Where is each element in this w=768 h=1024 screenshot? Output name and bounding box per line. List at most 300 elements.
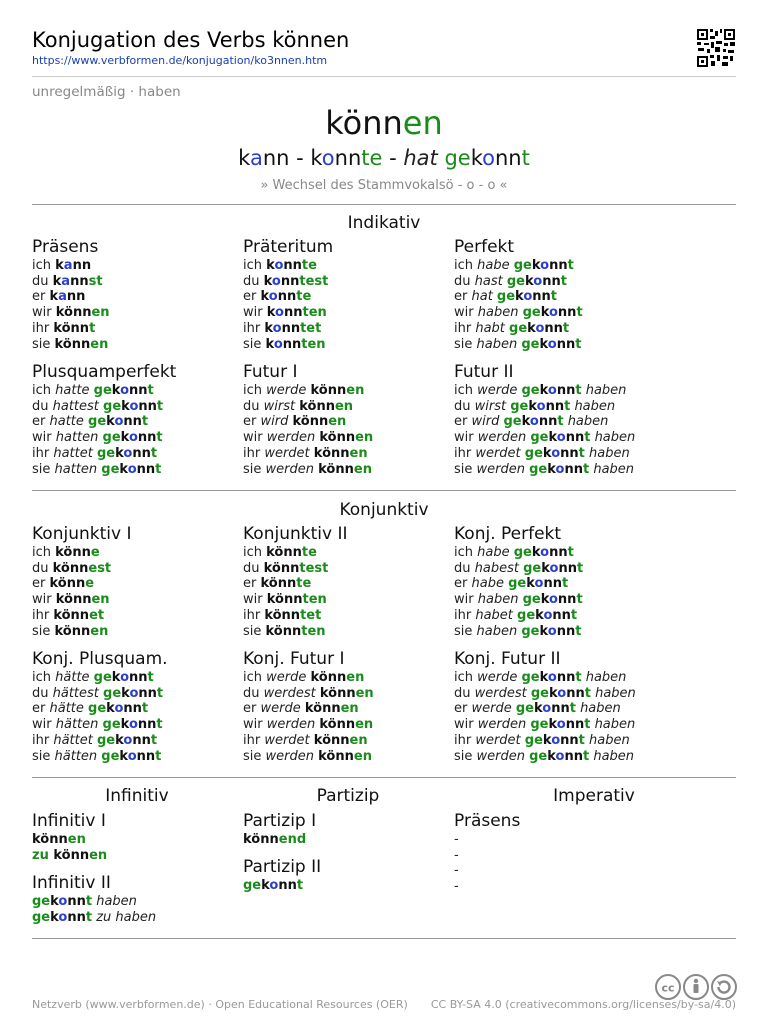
verb-form (299, 399, 353, 414)
tense-title: Konj. Perfekt (454, 524, 562, 544)
verb-part: en (334, 398, 354, 414)
auxiliary-verb: habe (471, 576, 509, 592)
verb-part: könn (304, 701, 341, 717)
verb-part: o (540, 545, 550, 560)
verb-part: te (361, 146, 383, 170)
pronoun: wir (32, 305, 56, 321)
verb-part: o (482, 146, 495, 170)
qr-code-icon (696, 28, 736, 68)
auxiliary-verb: hatten (55, 430, 103, 446)
conjugation-row (243, 414, 453, 430)
tense-title: Infinitiv II (32, 873, 111, 893)
conjugation-row (32, 399, 242, 415)
verb-part: k (470, 146, 483, 170)
auxiliary-verb: hätten (54, 748, 102, 764)
verb-part: o (556, 717, 566, 733)
verb-part: ge (93, 670, 112, 685)
verb-part: ge (88, 701, 107, 717)
verb-part: en (349, 732, 368, 748)
verb-part: o (321, 146, 335, 170)
conjugation-row (454, 430, 664, 446)
verb-part: o (269, 878, 279, 893)
auxiliary-verb: wirst (474, 398, 511, 414)
pronoun: er (243, 414, 261, 430)
auxiliary-verb: werdest (474, 685, 531, 701)
pronoun: er (454, 576, 472, 592)
conjugation-row (32, 848, 242, 864)
verb-part: en (346, 670, 365, 685)
verb-part: ge (32, 909, 51, 925)
verb-part: könn (52, 560, 89, 576)
verb-form (266, 624, 326, 639)
tense-block (454, 648, 664, 764)
verb-part: nn (123, 414, 142, 430)
auxiliary-verb: werden (477, 430, 531, 446)
verb-part: t (155, 461, 162, 477)
verb-form (510, 399, 570, 414)
auxiliary-verb: werden (476, 461, 530, 477)
pronoun: er (32, 289, 50, 305)
verb-part: könn (310, 670, 347, 685)
verb-part: o (548, 592, 558, 608)
verb-part: t (156, 685, 164, 701)
verb-part: o (120, 383, 130, 398)
pronoun: ich (32, 383, 56, 398)
verb-part: könn (319, 430, 356, 446)
verb-part: k (238, 146, 250, 170)
verb-part: o (120, 670, 130, 685)
verb-part: nn (66, 289, 86, 305)
conjugation-row (243, 446, 453, 462)
pronoun: du (243, 560, 264, 576)
tense-title: Konj. Futur II (454, 649, 561, 669)
verb-part: ge (523, 560, 542, 576)
verb-part: ge (243, 878, 262, 893)
verb-part: est (88, 560, 112, 576)
conjugation-row (243, 592, 453, 608)
verb-part: t (560, 273, 567, 289)
verb-part: nn (495, 146, 522, 170)
verb-part: t (575, 670, 582, 685)
tense-block (454, 361, 664, 477)
verb-part: o (534, 576, 544, 592)
verb-part: a (58, 289, 67, 305)
conjugation-row (32, 733, 242, 749)
verb-part: ten (301, 336, 326, 352)
header-divider (32, 76, 736, 77)
conjugation-row (454, 545, 664, 561)
section-divider (32, 490, 736, 491)
conjugation-row (454, 383, 664, 399)
pronoun: du (454, 685, 475, 701)
pronoun: er (32, 576, 50, 592)
conjugation-row (32, 545, 242, 561)
verb-part: o (123, 732, 133, 748)
verb-part: ge (513, 545, 532, 560)
conjugation-row (32, 576, 242, 592)
pronoun: du (243, 398, 264, 414)
auxiliary-verb: werde (266, 383, 311, 398)
auxiliary-verb: haben (581, 383, 627, 398)
page-title: Konjugation des Verbs können (32, 28, 350, 52)
svg-text:cc: cc (661, 981, 675, 995)
verb-part: - (382, 146, 404, 170)
pronoun: ich (32, 670, 56, 685)
conjugation-row (32, 592, 242, 608)
verb-form (53, 561, 112, 576)
verb-part: o (274, 258, 284, 273)
conjugation-row (243, 545, 453, 561)
page-url-link[interactable]: https://www.verbformen.de/konjugation/ko3nnen.htm (32, 54, 328, 67)
tense-title: Konj. Futur I (243, 649, 345, 669)
verb-part: könn (263, 560, 300, 576)
conjugation-row (454, 399, 664, 415)
verb-part: könn (310, 383, 347, 398)
verb-form (266, 258, 317, 273)
verb-part: nn (283, 258, 302, 273)
verb-form (521, 337, 581, 352)
auxiliary-verb: hattest (52, 398, 104, 414)
conjugation-row (243, 274, 453, 290)
verb-form (32, 848, 107, 863)
section-divider (32, 204, 736, 205)
conjugation-row (243, 701, 453, 717)
verb-part: o (547, 383, 557, 398)
verb-part: ge (444, 146, 471, 170)
pronoun: ihr (32, 607, 54, 623)
verb-part: t (575, 623, 582, 639)
verb-part: t (567, 258, 574, 273)
verb-form (266, 545, 317, 560)
verb-part: o (273, 336, 283, 352)
conjugation-row (32, 321, 242, 337)
verb-part: nn (565, 717, 585, 733)
verb-part: k (521, 414, 530, 430)
verb-part: te (296, 289, 312, 305)
tense-title: Präsens (32, 237, 99, 257)
verb-part: o (542, 701, 552, 717)
verb-part: o (523, 289, 533, 305)
verb-part: ge (503, 414, 522, 430)
verb-part: nn (538, 414, 558, 430)
conjugation-row (454, 624, 664, 640)
tense-title: Konjunktiv II (243, 524, 348, 544)
conjugation-row (243, 624, 453, 640)
auxiliary-verb: haben (563, 414, 609, 430)
pronoun: wir (32, 592, 56, 608)
verb-form (243, 878, 303, 893)
verb-part: ge (530, 717, 549, 733)
verb-part: ge (521, 336, 540, 352)
verb-part: nn (558, 560, 577, 576)
verb-part: t (557, 414, 564, 430)
conjugation-row (454, 701, 664, 717)
conjugation-row (243, 878, 453, 894)
verb-part: nn (556, 383, 576, 398)
auxiliary-verb: zu haben (92, 909, 157, 925)
verb-part: o (533, 273, 543, 289)
pronoun: sie (243, 748, 266, 764)
tense-block (243, 523, 453, 639)
verb-part: k (49, 289, 59, 305)
verb-part: end (278, 832, 307, 847)
verb-part: k (541, 560, 550, 576)
verb-part: en (67, 832, 86, 847)
verb-part: en (353, 748, 372, 764)
verb-part: t (147, 670, 154, 685)
conjugation-row (243, 289, 453, 305)
verb-part: nn (136, 748, 156, 764)
verb-part: ten (301, 623, 326, 639)
verb-form (103, 430, 163, 445)
auxiliary-verb: wird (471, 414, 504, 430)
pronoun: er (243, 701, 261, 717)
conjugation-row (32, 337, 242, 353)
verb-part: o (123, 445, 133, 461)
verb-part: nn (67, 909, 86, 925)
auxiliary-verb: haben (476, 623, 522, 639)
auxiliary-verb: werde (477, 670, 522, 685)
verb-form (509, 321, 569, 336)
tense-block (32, 648, 242, 764)
section-title-indikativ: Indikativ (347, 213, 421, 233)
verb-part: k (261, 878, 270, 893)
conjugation-row (32, 686, 242, 702)
pronoun: du (454, 560, 475, 576)
conjugation-row (243, 462, 453, 478)
verb-part: könn (55, 305, 92, 321)
verb-part: en (91, 305, 110, 321)
pronoun: ihr (243, 607, 265, 623)
auxiliary-verb: werden (265, 461, 319, 477)
verb-part: t (296, 878, 304, 893)
verb-part: ge (521, 670, 540, 685)
verb-form (88, 414, 148, 429)
verb-part: ge (103, 398, 122, 414)
auxiliary-verb: haben (590, 430, 636, 446)
pronoun: ihr (454, 445, 476, 461)
auxiliary-verb: werdet (264, 445, 314, 461)
conjugation-row (454, 462, 664, 478)
verb-part: nn (532, 289, 551, 305)
verb-form (32, 894, 92, 909)
verb-part: könn (53, 607, 90, 623)
verb-part: k (528, 398, 537, 414)
conjugation-row (32, 289, 242, 305)
conjugation-row (32, 430, 242, 446)
verb-form (522, 383, 582, 398)
conjugation-row (454, 337, 664, 353)
verb-part: ge (513, 258, 532, 273)
verb-form (49, 576, 94, 591)
verb-part: nn (560, 732, 579, 748)
verb-part: en (355, 430, 374, 446)
verb-part: nn (129, 670, 148, 685)
conjugation-row (32, 561, 242, 577)
conjugation-row (454, 670, 664, 686)
verb-part: k (540, 305, 549, 321)
verb-part: k (121, 685, 130, 701)
verb-form (525, 733, 585, 748)
verb-part: t (576, 592, 583, 608)
verb-part: o (540, 258, 550, 273)
verb-part: k (531, 258, 541, 273)
verb-part: t (584, 685, 591, 701)
verb-form (101, 462, 161, 477)
verb-part: o (275, 305, 284, 321)
verb-part: nn (557, 305, 577, 321)
verb-part: o (543, 607, 553, 623)
verb-part: o (556, 430, 566, 446)
verb-part: t (150, 445, 158, 461)
conjugation-row (243, 749, 453, 765)
auxiliary-verb: habe (477, 545, 514, 560)
auxiliary-verb: hättest (52, 685, 104, 701)
verb-part: nn (545, 398, 565, 414)
verb-part: nn (552, 607, 571, 623)
auxiliary-verb: habe (477, 258, 514, 273)
verb-part: st (88, 273, 103, 289)
verb-part: k (264, 320, 273, 336)
verb-part: k (526, 576, 535, 592)
verb-part: t (583, 748, 590, 764)
verb-part: o (549, 560, 559, 576)
verb-form (311, 383, 365, 398)
verb-part: k (106, 701, 115, 717)
auxiliary-verb: haben (92, 894, 137, 909)
pronoun: ihr (454, 320, 476, 336)
verb-part: t (150, 732, 158, 748)
verb-part: nn (556, 623, 576, 639)
pronoun: wir (32, 717, 56, 733)
auxiliary-verb: hattet (53, 445, 97, 461)
verb-part: k (263, 273, 272, 289)
conjugation-row (243, 608, 453, 624)
verb-form (264, 321, 321, 336)
pronoun: sie (454, 623, 477, 639)
verb-part: k (266, 258, 275, 273)
auxiliary-verb: haben (476, 336, 522, 352)
verb-part: k (539, 336, 548, 352)
conjugation-row (32, 670, 242, 686)
verb-part: k (120, 717, 129, 733)
verb-form (319, 430, 373, 445)
auxiliary-verb: haben (570, 398, 616, 414)
pronoun: wir (32, 430, 56, 446)
verb-part: nn (549, 258, 568, 273)
tense-block (243, 236, 453, 352)
tense-title: Konj. Plusquam. (32, 649, 168, 669)
verb-part: ge (103, 685, 122, 701)
verb-part: nn (132, 732, 151, 748)
verb-part: k (115, 445, 124, 461)
verb-part: t (584, 717, 591, 733)
verb-part: nn (280, 273, 300, 289)
pronoun: ihr (32, 445, 54, 461)
verb-part: könn (32, 832, 68, 847)
verb-part: te (301, 545, 317, 560)
verb-part: ge (530, 430, 549, 446)
verb-part: a (63, 258, 73, 273)
verb-part: t (575, 336, 582, 352)
pronoun: du (32, 398, 53, 414)
verb-part: t (141, 701, 149, 717)
verb-part: t (85, 909, 93, 925)
conjugation-row (32, 414, 242, 430)
auxiliary-verb: werde (266, 670, 311, 685)
conjugation-row (243, 717, 453, 733)
verb-part: en (402, 104, 443, 142)
verb-part: nn (543, 576, 562, 592)
pronoun: er (454, 289, 472, 305)
verb-part: k (539, 623, 548, 639)
verb-form (529, 462, 589, 477)
imperative-row: - (454, 847, 459, 863)
verb-part: o (555, 461, 565, 477)
tense-title: Präteritum (243, 237, 334, 257)
verb-part: ge (522, 592, 541, 608)
verb-part: nn (136, 461, 156, 477)
imperative-row: - (454, 863, 459, 878)
verb-form (94, 383, 154, 398)
verb-form (516, 701, 576, 716)
verb-part: e (90, 545, 100, 560)
conjugation-row (454, 274, 664, 290)
pronoun: er (32, 414, 50, 430)
tense-title: Partizip I (243, 811, 317, 831)
auxiliary-verb: habet (475, 607, 518, 623)
verb-part: nn (334, 146, 362, 170)
verb-part: nn (281, 320, 301, 336)
verb-part: o (529, 414, 539, 430)
verb-form (53, 608, 104, 623)
auxiliary-verb: haben (584, 732, 630, 748)
auxiliary-verb: haben (589, 461, 635, 477)
verb-form (497, 289, 557, 304)
verb-part: en (328, 414, 347, 430)
pronoun: wir (243, 305, 267, 321)
pronoun: ihr (32, 732, 54, 748)
verb-form (320, 686, 374, 701)
verb-part: a (249, 146, 263, 170)
verb-part: t (89, 320, 96, 336)
verb-part: ge (96, 445, 116, 461)
auxiliary-verb: haben (477, 305, 523, 321)
auxiliary-verb: werdet (475, 445, 525, 461)
verb-part: nn (262, 146, 290, 170)
pronoun: ihr (243, 445, 265, 461)
conjugation-row (454, 446, 664, 462)
section-title-infinitiv: Infinitiv (105, 786, 169, 806)
verb-part: nn (123, 701, 142, 717)
auxiliary-verb: werdest (263, 685, 320, 701)
verb-part: nn (137, 717, 157, 733)
conjugation-row (243, 383, 453, 399)
verb-form (311, 670, 365, 685)
tense-block (32, 361, 242, 477)
verb-part: o (127, 748, 137, 764)
verb-part: o (128, 717, 138, 733)
verb-part: o (547, 336, 557, 352)
verb-form (530, 430, 590, 445)
verb-part: en (355, 685, 374, 701)
verb-part: t (147, 383, 154, 398)
verb-part: k (119, 748, 128, 764)
verb-part: ge (96, 732, 116, 748)
verb-part: t (156, 717, 163, 733)
verb-part: nn (67, 894, 86, 909)
auxiliary-verb: hat (403, 146, 445, 170)
